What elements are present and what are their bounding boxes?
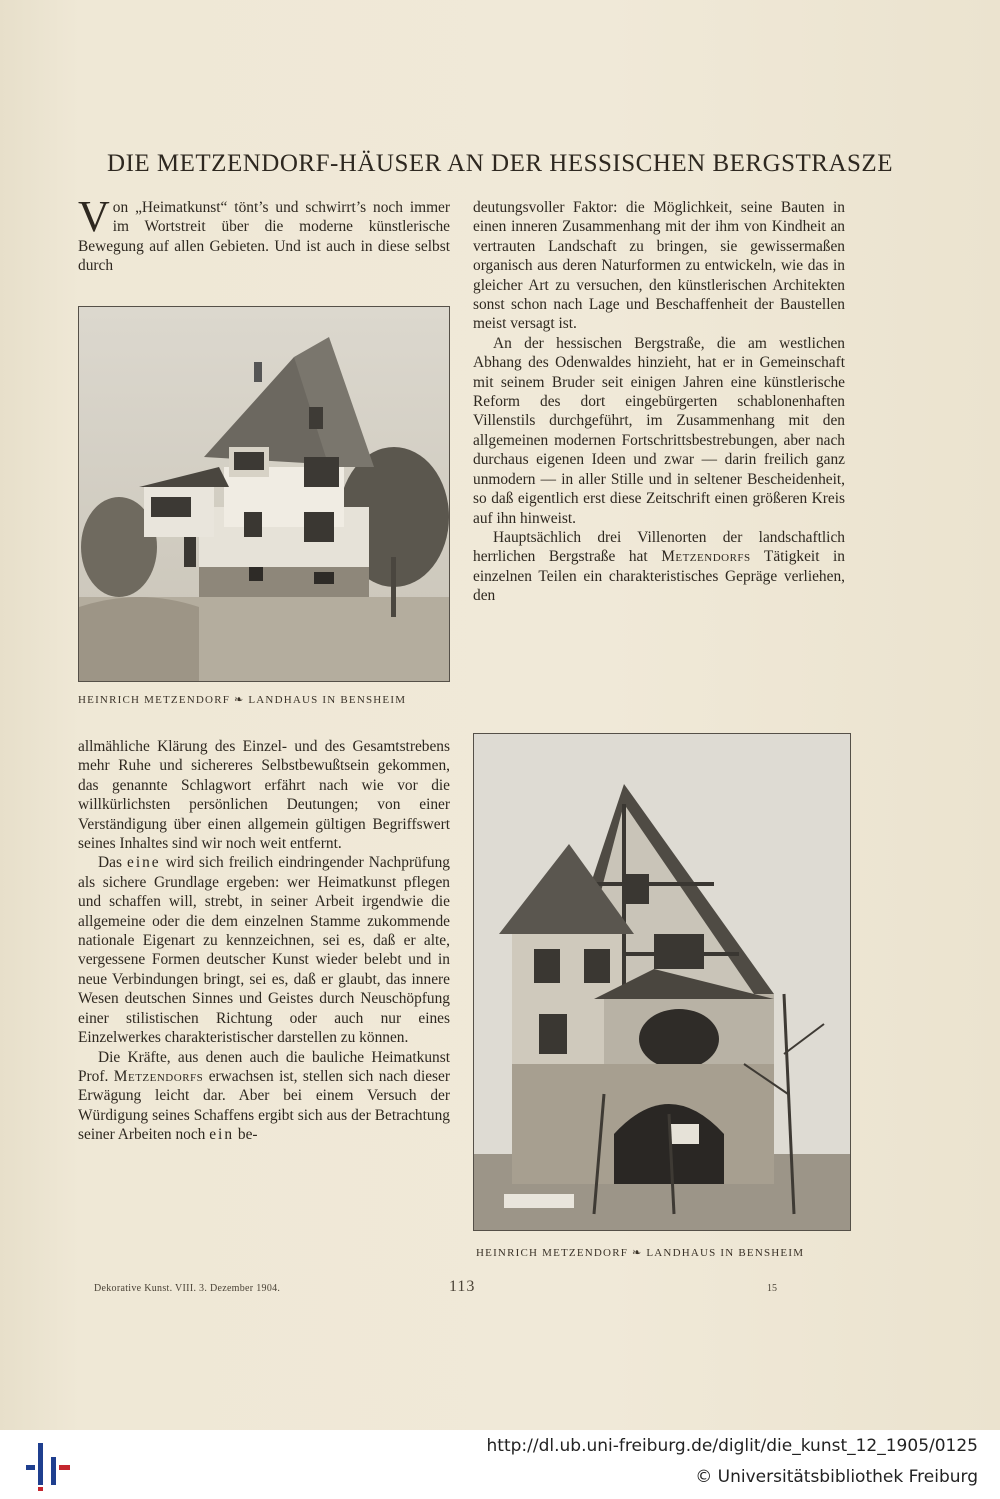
figure-caption: HEINRICH METZENDORF ❧ LANDHAUS IN BENSHEIM (78, 694, 407, 706)
ub-freiburg-logo-icon[interactable] (18, 1435, 78, 1495)
photo-landhaus-1 (78, 306, 450, 682)
photo-landhaus-2 (473, 733, 851, 1231)
column-left-top (78, 192, 450, 276)
column-left-bottom (78, 737, 450, 1145)
library-bar (0, 1430, 1000, 1499)
paragraph: Die Kräfte, aus denen auch die bauliche Heimatkunst Prof. Metzendorfs erwachsen ist, stellen sich nach dieser Erwägung leicht dar. Aber bei einem Versuch der Würdigung seines Schaffens ergibt sich aus der Betrachtung seiner Arbeiten noch ein be- (78, 1048, 451, 1144)
house-illustration (79, 307, 449, 681)
paragraph: An der hessischen Bergstraße, die am westlichen Abhang des Odenwaldes hinzieht, hat er in Gemeinschaft mit seinem Bruder seit einigen Jahren eine künstlerische Reform des dort eingebürgerten schablonenhaften Villenstils durchgeführt, im Zusammenhang mit den allgemeinen modernen Fortschrittsbestrebungen, aber nach durchaus eigenen Ideen und zwar — darin freilich ganz unmodern — in aller Stille und in seltener Bescheidenheit, so daß eigentlich erst diese Zeitschrift einen größeren Kreis auf ihn hinweist. (473, 334, 845, 527)
article-title: DIE METZENDORF-HÄUSER AN DER HESSISCHEN BERGSTRASZE (107, 150, 893, 177)
permalink-url[interactable]: http://dl.ub.uni-freiburg.de/diglit/die_kunst_12_1905/0125 (486, 1436, 978, 1456)
house-illustration (474, 734, 850, 1230)
paragraph: deutungsvoller Faktor: die Möglichkeit, seine Bauten in einen inneren Zusammenhang mit der ihm von Kindheit an vertrauten Landschaft zu bringen, sie gewissermaßen organisch aus deren Naturformen zu entwickeln, wie das in gleicher Art zu versuchen, den künstlerischen Architekten sonst schon nach Lage und Beschaffenheit der Baustellen meist versagt ist. (473, 199, 845, 333)
signature-mark: 15 (767, 1283, 777, 1294)
copyright-notice: © Universitätsbibliothek Freiburg (695, 1467, 978, 1487)
column-right-top (473, 198, 845, 606)
drop-cap: V (78, 192, 110, 241)
paragraph: allmähliche Klärung des Einzel- und des Gesamtstrebens mehr Ruhe und sichereres Selbstbewußtsein gekommen, das genannte Schlagwort erfährt nach wie vor die willkürlichsten persönlichen Deutungen; von einer Verständigung über einen allgemein gültigen Begriffswert seines Inhaltes sind wir noch weit entfernt. (78, 738, 450, 853)
paragraph: Von „Heimatkunst“ tönt’s und schwirrt’s noch immer im Wortstreit über die moderne künstlerische Bewegung auf allen Gebieten. Und ist auch in diese selbst durch (78, 192, 450, 275)
paragraph: Das eine wird sich freilich eindringender Nachprüfung als sichere Grundlage ergeben: wer Heimatkunst pflegen und schaffen will, strebt, in seiner Arbeit irgendwie die allgemeine oder die dem einzelnen Stamme zukommende nationale Eigenart zu kennzeichnen, sei es, daß er alte, vergessene Formen deutscher Kunst wieder belebt und in neue Verbindungen bringt, sei es, daß er glaubt, das innere Wesen deutschen Sinnes und Geistes durch Neuschöpfung einer stilistischen Richtung oder auch nur eines Einzelwerkes charakteristischer darstellen zu können. (78, 854, 450, 1047)
journal-reference: Dekorative Kunst. VIII. 3. Dezember 1904. (94, 1283, 281, 1294)
figure-caption: HEINRICH METZENDORF ❧ LANDHAUS IN BENSHEIM (476, 1247, 805, 1259)
paragraph: Hauptsächlich drei Villenorten der landschaftlich herrlichen Bergstraße hat Metzendorfs Tätigkeit in einzelnen Teilen ein charakteristisches Gepräge verliehen, den (473, 528, 845, 605)
page-number: 113 (449, 1278, 476, 1295)
